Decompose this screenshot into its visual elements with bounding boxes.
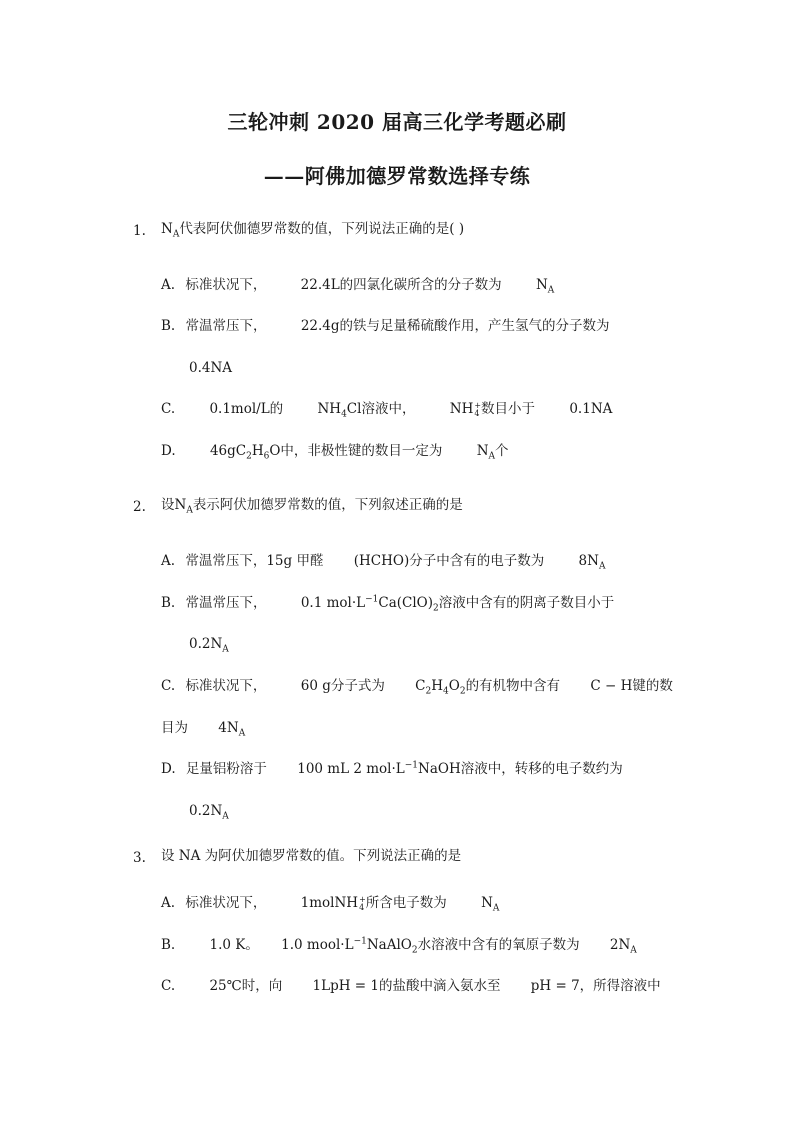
question-1-option-b-continued: 0.4NA: [189, 360, 233, 376]
question-2-option-b: B. 常温常压下， 0.1 $mol\cdot L^{-1}Ca(ClO)_2$溶液中含有的阴离子数目小于: [161, 594, 615, 614]
question-1-option-a: A. 标准状况下， 22.4L的四氯化碳所含的分子数为 $N_A$: [161, 277, 555, 296]
document-subtitle: ——阿佛加德罗常数选择专练: [263, 164, 531, 188]
question-2-option-c-continued: 目为 $4N_A$: [161, 720, 246, 739]
question-1-stem: $N_A$代表阿伏伽德罗常数的值，下列说法正确的是( ): [161, 221, 465, 240]
question-3-option-c: C. 25℃时，向 1LpH = 1的盐酸中滴入氨水至 pH = 7，所得溶液中: [161, 978, 661, 994]
question-2-option-a: A. 常温常压下，15g 甲醛 (HCHO)分子中含有的电子数为 $8N_A$: [161, 553, 606, 572]
question-1-option-b: B. 常温常压下， 22.4g的铁与足量稀硫酸作用，产生氢气的分子数为: [161, 318, 610, 334]
question-2-option-d-continued: $0.2N_A$: [189, 803, 229, 822]
question-2-stem: 设$N_A$表示阿伏加德罗常数的值，下列叙述正确的是: [161, 497, 463, 516]
document-title: 三轮冲刺 2020 届高三化学考题必刷: [227, 110, 567, 134]
question-2-option-c: C. 标准状况下， 60 g分子式为 $C_2H_4O_2$的有机物中含有 C − H键的数: [161, 678, 673, 697]
question-1-option-d: D. $46gC_2H_6O$中，非极性键的数目一定为 $N_A$个: [161, 443, 509, 462]
question-3-stem: 设 NA 为阿伏加德罗常数的值。下列说法正确的是: [161, 848, 462, 864]
question-1-number: 1.: [133, 223, 146, 239]
question-1-option-c: C. 0.1mol/L的 $NH_4Cl$溶液中， NH + 4 数目小于 0.1NA: [161, 400, 613, 420]
question-3-option-b: B. 1.0 K。 1.0 $mool\cdot L^{-1}NaAlO_2$水溶液中含有的氧原子数为 $2N_A$: [161, 936, 637, 956]
question-3-number: 3.: [133, 850, 146, 866]
question-2-number: 2.: [133, 499, 146, 515]
question-2-option-b-continued: $0.2N_A$: [189, 636, 229, 655]
question-3-option-a: A. 标准状况下， 1molNH + 4 所含电子数为 $N_A$: [161, 894, 500, 914]
question-2-option-d: D. 足量铝粉溶于 100 mL 2 $mol\cdot L^{-1}NaOH$溶液中，转移的电子数约为: [161, 760, 623, 777]
